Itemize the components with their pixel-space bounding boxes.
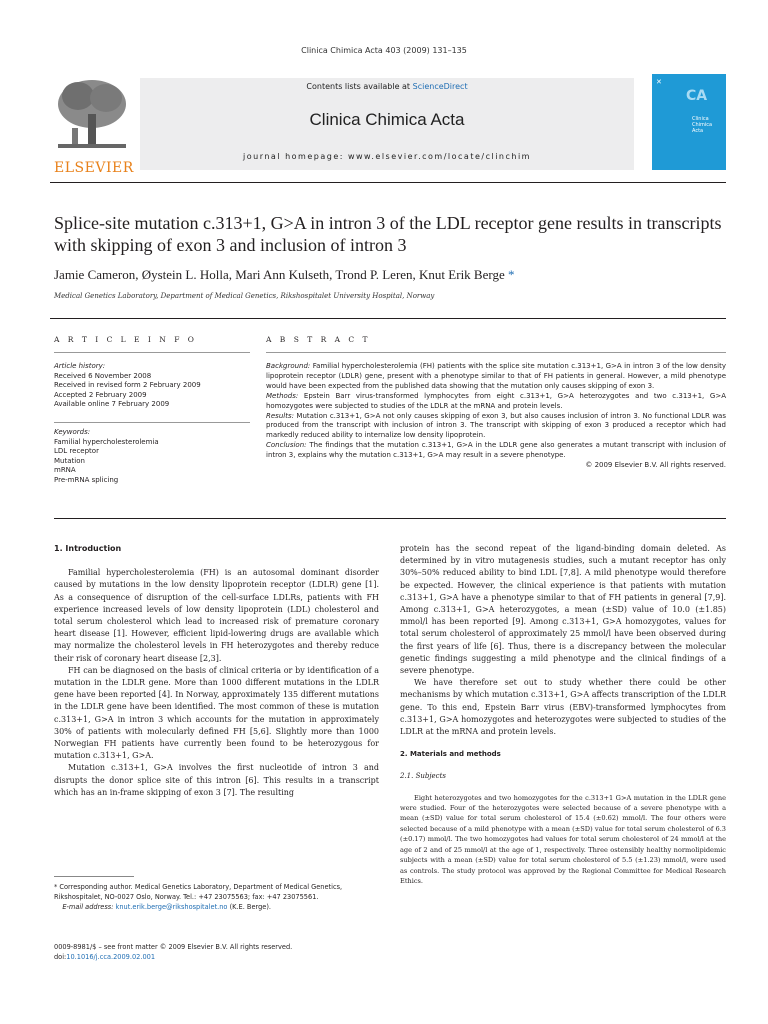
- keyword-item: Familial hypercholesterolemia: [54, 437, 159, 446]
- cover-mark-icon: ✕: [656, 78, 662, 86]
- abstract-body: [266, 362, 726, 471]
- running-head: Clinica Chimica Acta 403 (2009) 131–135: [301, 46, 467, 55]
- elsevier-tree-logo: [50, 74, 134, 176]
- abstract-copyright: © 2009 Elsevier B.V. All rights reserved.: [585, 461, 726, 470]
- intro-paragraph: Familial hypercholesterolemia (FH) is an autosomal dominant disorder caused by mutations in the low density lipoprotein receptor (LDLR) gene [1]. As a consequence of disruption of the cell-surface LDLRs, patients with FH experience increased levels of low density lipoprotein (LDL) cholesterol and total serum cholesterol which lead to increased risk of premature coronary heart disease [1]. However, efficient lipid-lowering drugs are available which may normalize the cholesterol levels in FH heterozygotes and thereby reduce their risk of coronary heart disease [2,3].: [54, 568, 379, 663]
- abstract-header: A B S T R A C T: [266, 335, 371, 344]
- title-rule: [50, 318, 726, 319]
- history-item: Accepted 2 February 2009: [54, 390, 147, 399]
- subjects-text: [400, 793, 726, 887]
- abstract-results: Results: Mutation c.313+1, G>A not only causes skipping of exon 3, but also causes inclusion of intron 3. No functional LDLR was produced from the transcript with inclusion of intron 3. The transcript with skipping of exon 3 produced a receptor which had markedly reduced ability to internalize low density lipoprotein.: [266, 411, 726, 440]
- footnote-text: * Corresponding author. Medical Genetics Laboratory, Department of Medical Genetics, Rikshospitalet, NO-0027 Oslo, Norway. Tel.: +47 23075563; fax: +47 23075561.: [54, 883, 343, 901]
- article-history: [54, 362, 250, 410]
- sciencedirect-link[interactable]: ScienceDirect: [412, 82, 468, 91]
- subjects-paragraph: Eight heterozygotes and two homozygotes for the c.313+1 G>A mutation in the LDLR gene were studied. Four of the heterozygotes were selected because of a severe phenotype with a mean (±SD) value for total serum cholesterol of 15.4 (±0.62) mmol/l. The four others were selected because of a mild phenotype with a mean (±SD) value for total serum cholesterol of 6.3 (±0.17) mmol/l. The two homozygotes had values for total serum cholesterol of 24 mmol/l at the age of 2 and of 25 mmol/l at the age of 1, respectively. Three ostensibly healthy normolipidemic subjects with a mean (±SD) value for total serum cholesterol of 5.5 (±1.23) mmol/l, were used as controls. The study protocol was approved by the Regional Committee for Medical Research Ethics.: [400, 793, 726, 885]
- history-item: Available online 7 February 2009: [54, 400, 170, 408]
- doi-line: doi:10.1016/j.cca.2009.02.001: [54, 953, 156, 961]
- author-list: [54, 267, 726, 283]
- keyword-item: LDL receptor: [54, 447, 99, 455]
- cover-abbrev: CA: [686, 88, 708, 104]
- introduction-heading: 1. Introduction: [54, 544, 122, 553]
- journal-title: Clinica Chimica Acta: [309, 110, 465, 129]
- abstract-methods: Methods: Epstein Barr virus-transformed lymphocytes from eight c.313+1, G>A heterozygotes and two c.313+1, G>A homozygotes were subjected to studies of the LDLR at the mRNA and protein levels.: [266, 391, 726, 410]
- abstract-bottom-rule: [54, 518, 726, 519]
- keywords: [54, 428, 250, 485]
- publisher-name: ELSEVIER: [54, 160, 134, 176]
- email-link[interactable]: knut.erik.berge@rikshospitalet.no: [115, 903, 228, 911]
- intro-paragraph: FH can be diagnosed on the basis of clinical criteria or by identification of a mutation in the LDLR gene. More than 1000 different mutations in the LDLR gene have been reported [4]. In Norway, approximately 135 different mutations in the LDLR gene have been identified. The most common of these is mutation c.313+1, G>A in intron 3 which accounts for the mutation in approximately 30% of patients with molecularly defined FH [5,6]. Slightly more than 1000 Norwegian FH patients have currently been found to be heterozygous for mutation c.313+1, G>A.: [54, 665, 379, 761]
- front-matter: [54, 942, 379, 962]
- article-title: Splice-site mutation c.313+1, G>A in intron 3 of the LDL receptor gene results in transcripts with skipping of exon 3 and inclusion of intron 3: [54, 213, 722, 255]
- intro-paragraph: We have therefore set out to study whether there could be other mechanisms by which mutation c.313+1, G>A affects transcription of the LDLR gene. To this end, Epstein Barr virus (EBV)-transformed lymphocytes from c.313+1, G>A homozygotes and heterozygotes were subjected to studies of the LDLR at the mRNA and protein levels.: [400, 678, 726, 737]
- authors-text: Jamie Cameron, Øystein L. Holla, Mari Ann Kulseth, Trond P. Leren, Knut Erik Berge: [54, 267, 505, 282]
- subjects-heading: 2.1. Subjects: [400, 772, 447, 781]
- keywords-label: Keywords:: [54, 428, 91, 436]
- contents-prefix: Contents lists available at: [306, 82, 413, 91]
- issn-line: 0009-8981/$ – see front matter © 2009 Elsevier B.V. All rights reserved.: [54, 943, 293, 951]
- abstract-conclusion: Conclusion: The findings that the mutation c.313+1, G>A in the LDLR gene also generates a mutant transcript with inclusion of intron 3, explains why the mutation c.313+1, G>A may result in a severe phenotype.: [266, 441, 726, 460]
- footnote-email: E-mail address: knut.erik.berge@rikshospitalet.no (K.E. Berge).: [62, 903, 272, 911]
- journal-masthead: [50, 66, 726, 174]
- abstract-background: Background: Familial hypercholesterolemia (FH) patients with the splice site mutation c.313+1, G>A in intron 3 of the low density lipoprotein receptor (LDLR) gene, present with a phenotype similar to that of FH patients in general. However, a mild phenotype would have been expected from the published data showing that the mutation only causes skipping of exon 3.: [266, 362, 726, 390]
- keyword-item: mRNA: [54, 466, 76, 474]
- abstract-rule: [266, 352, 726, 353]
- history-label: Article history:: [54, 362, 106, 370]
- footnote-rule: [54, 876, 134, 877]
- affiliation: Medical Genetics Laboratory, Department of Medical Genetics, Rikshospitalet University Hospital, Norway: [54, 292, 435, 300]
- info-rule: [54, 352, 250, 353]
- methods-heading: 2. Materials and methods: [400, 750, 501, 759]
- journal-homepage[interactable]: journal homepage: www.elsevier.com/locate/clinchim: [243, 152, 531, 161]
- cover-name: Clinica Chimica Acta: [692, 116, 713, 134]
- corresponding-author-footnote: [54, 882, 379, 912]
- corresponding-author-mark[interactable]: *: [507, 267, 515, 282]
- left-column: [54, 543, 379, 799]
- doi-link[interactable]: 10.1016/j.cca.2009.02.001: [66, 953, 156, 961]
- keywords-rule: [54, 422, 250, 423]
- intro-paragraph: Mutation c.313+1, G>A involves the first nucleotide of intron 3 and disrupts the donor splice site of this intron [6]. This results in a transcript which has an in-frame skipping of exon 3 [7]. The resulting: [54, 763, 379, 797]
- journal-cover: [652, 74, 726, 170]
- history-item: Received in revised form 2 February 2009: [54, 381, 201, 389]
- article-info-header: A R T I C L E I N F O: [54, 335, 197, 344]
- right-column: [400, 543, 726, 886]
- keyword-item: Mutation: [54, 456, 85, 465]
- masthead-rule: [50, 182, 726, 183]
- keyword-item: Pre-mRNA splicing: [54, 475, 119, 484]
- intro-paragraph: protein has the second repeat of the ligand-binding domain deleted. As determined by in vitro mutagenesis studies, such a mutant receptor has only 30%–50% reduced ability to bind LDL [7,8]. A mild phenotype would therefore be expected. However, the clinical experience is that patients with mutation c.313+1, G>A have a phenotype similar to that of FH patients in general [7,9]. Among c.313+1, G>A heterozygotes, a mean (±SD) value of 10.0 (±1.85) mmol/l has been reported [9]. Among c.313+1, G>A homozygotes, values for total serum cholesterol of approximately 25 mmol/l have been observed during the first years of life [6]. Thus, there is a discrepancy between the molecular genetic findings suggesting a mild phenotype and the clinical findings of a severe phenotype.: [400, 544, 726, 676]
- history-item: Received 6 November 2008: [54, 371, 152, 380]
- contents-line: [140, 82, 634, 91]
